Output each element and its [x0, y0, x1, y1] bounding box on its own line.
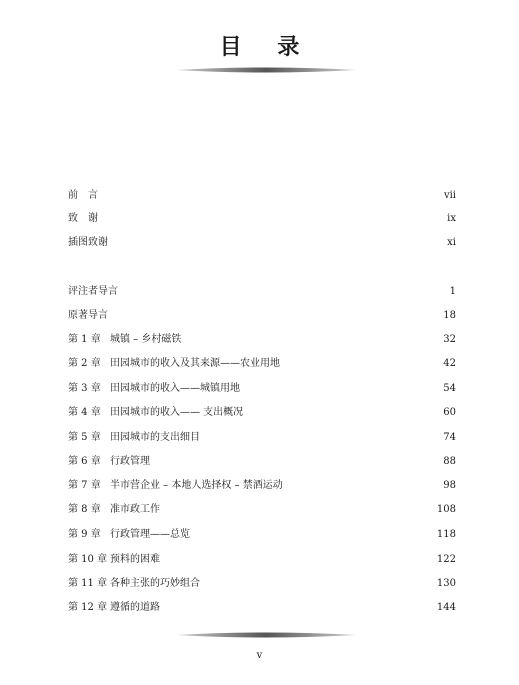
toc-label: 准市政工作	[110, 504, 160, 515]
toc-page-number: vii	[443, 190, 456, 201]
toc-page-number: 108	[436, 504, 456, 515]
toc-entry[interactable]	[68, 332, 456, 348]
toc-front-item[interactable]	[68, 211, 456, 227]
toc-front-item[interactable]	[68, 188, 456, 204]
toc-label: 半市营企业 – 本地人选择权 – 禁酒运动	[110, 480, 283, 491]
toc-page-number: 42	[443, 358, 456, 369]
toc-entry[interactable]	[68, 502, 456, 518]
toc-label: 行政管理——总览	[110, 529, 190, 540]
toc-page-number: 98	[443, 480, 456, 491]
toc-chapter-number: 第 12 章	[68, 602, 108, 613]
toc-label: 前 言	[68, 190, 98, 201]
toc-page-number: xi	[447, 237, 456, 248]
toc-page-number: 118	[436, 529, 456, 540]
toc-chapter-number: 第 11 章	[68, 578, 108, 589]
toc-page-number: 18	[443, 310, 456, 321]
title-divider	[176, 66, 356, 74]
toc-label: 评注者导言	[68, 286, 118, 297]
toc-label: 田园城市的支出细目	[110, 432, 200, 443]
toc-entry[interactable]	[68, 430, 456, 446]
toc-page-number: 60	[443, 407, 456, 418]
toc-label: 各种主张的巧妙组合	[110, 578, 200, 589]
toc-page-number: 32	[443, 334, 456, 345]
page-number: v	[256, 650, 263, 661]
footer-divider	[176, 631, 356, 639]
toc-label: 预料的困难	[110, 554, 160, 565]
toc-label: 田园城市的收入—— 支出概况	[110, 407, 244, 418]
toc-label: 城镇 – 乡村磁铁	[110, 334, 182, 345]
toc-entry[interactable]	[68, 527, 456, 543]
toc-chapter-number: 第 2 章	[68, 358, 101, 369]
toc-chapter-number: 第 5 章	[68, 432, 101, 443]
toc-chapter-number: 第 10 章	[68, 554, 108, 565]
toc-entry[interactable]	[68, 600, 456, 616]
toc-page-number: 122	[436, 554, 456, 565]
toc-entry[interactable]	[68, 381, 456, 397]
toc-page-number: 144	[436, 602, 456, 613]
toc-entry[interactable]	[68, 576, 456, 592]
toc-front-item[interactable]	[68, 235, 456, 251]
toc-label: 田园城市的收入及其来源——农业用地	[110, 358, 280, 369]
toc-label: 原著导言	[68, 310, 108, 321]
toc-label: 遵循的道路	[110, 602, 160, 613]
toc-page-number: 88	[443, 456, 456, 467]
toc-chapter-number: 第 4 章	[68, 407, 101, 418]
toc-page-number: 1	[449, 286, 456, 297]
toc-chapter-number: 第 6 章	[68, 456, 101, 467]
toc-label: 致 谢	[68, 213, 98, 224]
toc-chapter-number: 第 9 章	[68, 529, 101, 540]
toc-entry[interactable]	[68, 552, 456, 568]
toc-page-number: ix	[447, 213, 456, 224]
toc-entry[interactable]	[68, 478, 456, 494]
toc-chapter-number: 第 3 章	[68, 383, 101, 394]
toc-label: 田园城市的收入——城镇用地	[110, 383, 240, 394]
toc-chapter-number: 第 1 章	[68, 334, 101, 345]
toc-chapter-number: 第 7 章	[68, 480, 101, 491]
toc-page-number: 74	[443, 432, 456, 443]
toc-entry[interactable]	[68, 405, 456, 421]
toc-label: 插图致谢	[68, 237, 108, 248]
toc-entry[interactable]	[68, 356, 456, 372]
toc-chapter-number: 第 8 章	[68, 504, 101, 515]
toc-entry[interactable]	[68, 284, 456, 300]
toc-label: 行政管理	[110, 456, 150, 467]
toc-entry[interactable]	[68, 308, 456, 324]
page-title: 目 录	[219, 35, 314, 60]
toc-page-number: 54	[443, 383, 456, 394]
toc-entry[interactable]	[68, 454, 456, 470]
toc-page-number: 130	[436, 578, 456, 589]
